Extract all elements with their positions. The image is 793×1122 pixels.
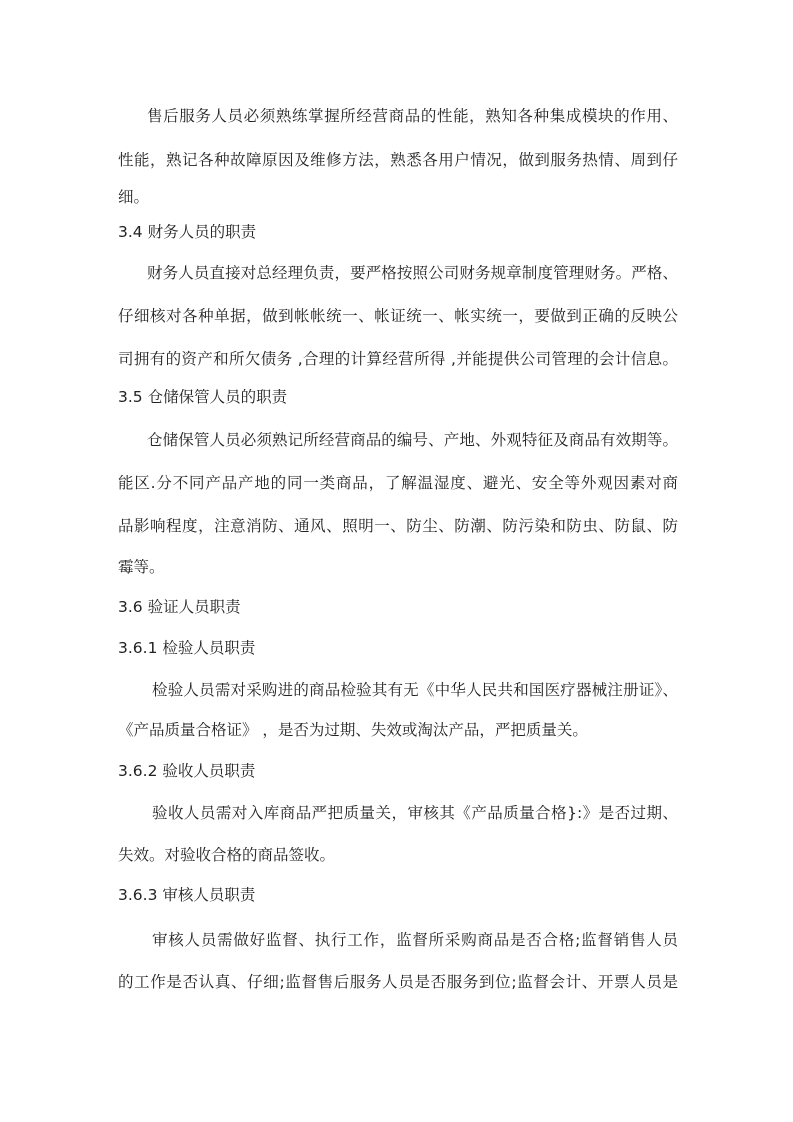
paragraph-inspection-line-2: 《产品质量合格证》 ，是否为过期、失效或淘汰产品，严把质量关。	[118, 721, 588, 739]
section-heading-3-4: 3.4 财务人员的职责	[118, 223, 257, 241]
paragraph-inspection-line-1: 检验人员需对采购进的商品检验其有无《中华人民共和国医疗器械注册证》、	[152, 681, 678, 699]
paragraph-audit-line-1: 审核人员需做好监督、执行工作，监督所采购商品是否合格;监督销售人员	[152, 931, 678, 949]
section-heading-3-6-1: 3.6.1 检验人员职责	[118, 639, 256, 657]
paragraph-after-sales-line-3: 细。	[118, 188, 150, 206]
paragraph-after-sales-line-2: 性能，熟记各种故障原因及维修方法，熟悉各用户情况，做到服务热情、周到仔	[118, 151, 678, 169]
paragraph-finance-line-3: 司拥有的资产和所欠债务 ,合理的计算经营所得 ,并能提供公司管理的会计信息。	[118, 350, 678, 368]
section-heading-3-6-3: 3.6.3 审核人员职责	[118, 886, 256, 904]
section-heading-3-5: 3.5 仓储保管人员的职责	[118, 388, 288, 406]
paragraph-warehouse-line-3: 品影响程度，注意消防、通风、照明一、防尘、防潮、防污染和防虫、防鼠、防	[118, 517, 678, 535]
paragraph-finance-line-1: 财务人员直接对总经理负责，要严格按照公司财务规章制度管理财务。严格、	[147, 264, 678, 282]
paragraph-warehouse-line-4: 霉等。	[118, 558, 165, 576]
section-heading-3-6-2: 3.6.2 验收人员职责	[118, 762, 256, 780]
section-heading-3-6: 3.6 验证人员职责	[118, 598, 241, 616]
paragraph-finance-line-2: 仔细核对各种单据，做到帐帐统一、帐证统一、帐实统一，要做到正确的反映公	[118, 307, 678, 325]
paragraph-acceptance-line-1: 验收人员需对入库商品严把质量关，审核其《产品质量合格}:》是否过期、	[152, 804, 678, 822]
paragraph-warehouse-line-1: 仓储保管人员必须熟记所经营商品的编号、产地、外观特征及商品有效期等。	[147, 431, 678, 449]
paragraph-acceptance-line-2: 失效。对验收合格的商品签收。	[118, 846, 336, 864]
paragraph-warehouse-line-2: 能区.分不同产品产地的同一类商品，了解温湿度、避光、安全等外观因素对商	[118, 474, 678, 492]
paragraph-audit-line-2: 的工作是否认真、仔细;监督售后服务人员是否服务到位;监督会计、开票人员是	[118, 973, 678, 991]
paragraph-after-sales-line-1: 售后服务人员必须熟练掌握所经营商品的性能，熟知各种集成模块的作用、	[147, 107, 678, 125]
